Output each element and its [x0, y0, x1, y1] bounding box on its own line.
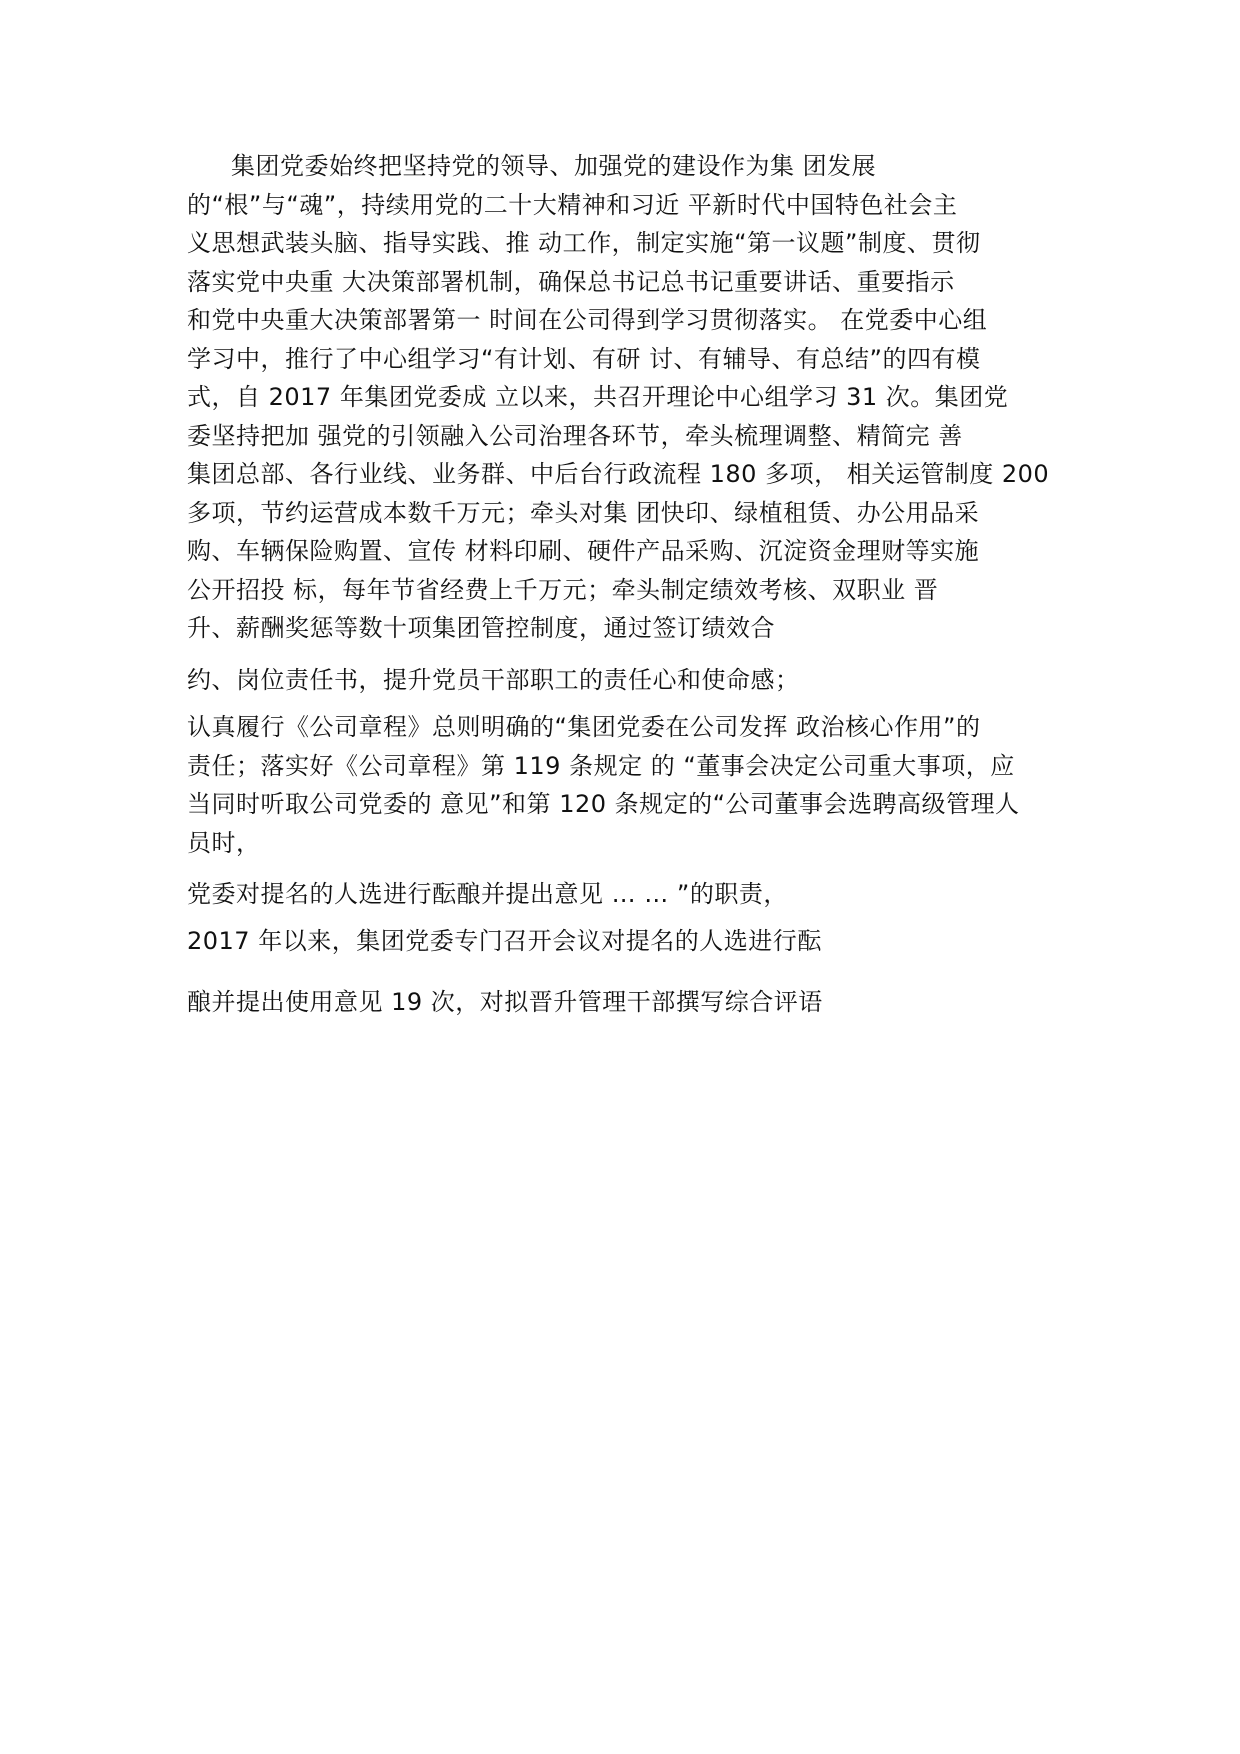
paragraph-line: 落实党中央重 大决策部署机制，确保总书记总书记重要讲话、重要指示 [187, 268, 955, 296]
paragraph-line: 购、车辆保险购置、宣传 材料印刷、硬件产品采购、沉淀资金理财等实施 [187, 537, 980, 565]
paragraph-line: 员时， [187, 829, 261, 857]
paragraph-line: 义思想武装头脑、指导实践、推 动工作，制定实施“第一议题”制度、贯彻 [187, 229, 981, 257]
paragraph-line: 学习中，推行了中心组学习“有计划、有研 讨、有辅导、有总结”的四有模 [187, 345, 981, 373]
paragraph-line: 当同时听取公司党委的 意见”和第 120 条规定的“公司董事会选聘高级管理人 [187, 790, 1020, 818]
paragraph-line: 的“根”与“魂”，持续用党的二十大精神和习近 平新时代中国特色社会主 [187, 191, 958, 219]
paragraph-line: 委坚持把加 强党的引领融入公司治理各环节，牵头梳理调整、精简完 善 [187, 422, 963, 450]
paragraph-line: 多项，节约运营成本数千万元；牵头对集 团快印、绿植租赁、办公用品采 [187, 499, 980, 527]
paragraph-line: 约、岗位责任书，提升党员干部职工的责任心和使命感； [187, 666, 800, 694]
paragraph-line: 集团党委始终把坚持党的领导、加强党的建设作为集 团发展 [231, 152, 877, 180]
paragraph-line: 酿并提出使用意见 19 次，对拟晋升管理干部撰写综合评语 [187, 988, 823, 1016]
paragraph-line: 2017 年以来，集团党委专门召开会议对提名的人选进行酝 [187, 927, 822, 955]
paragraph-line: 集团总部、各行业线、业务群、中后台行政流程 180 多项， 相关运管制度 200 [187, 460, 1050, 488]
paragraph-line: 和党中央重大决策部署第一 时间在公司得到学习贯彻落实。 在党委中心组 [187, 306, 988, 334]
paragraph-line: 责任；落实好《公司章程》第 119 条规定 的 “董事会决定公司重大事项，应 [187, 752, 1015, 780]
paragraph-line: 式，自 2017 年集团党委成 立以来，共召开理论中心组学习 31 次。集团党 [187, 383, 1009, 411]
paragraph-line: 党委对提名的人选进行酝酿并提出意见 … … ”的职责， [187, 880, 788, 908]
paragraph-line: 公开招投 标，每年节省经费上千万元；牵头制定绩效考核、双职业 晋 [187, 576, 939, 604]
paragraph-line: 升、薪酬奖惩等数十项集团管控制度，通过签订绩效合 [187, 614, 775, 642]
paragraph-line: 认真履行《公司章程》总则明确的“集团党委在公司发挥 政治核心作用”的 [187, 713, 981, 741]
